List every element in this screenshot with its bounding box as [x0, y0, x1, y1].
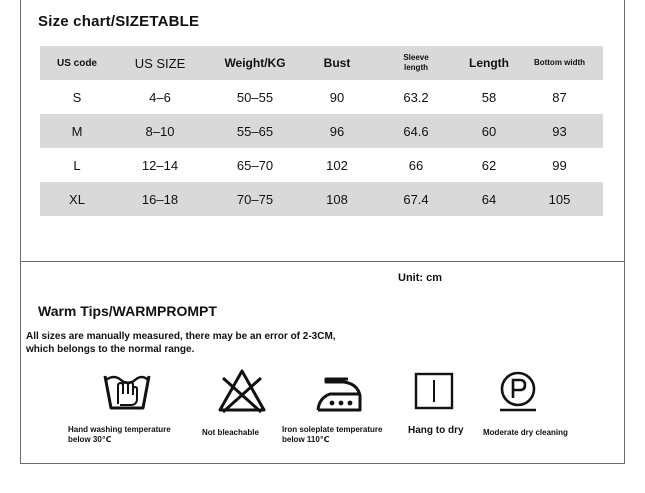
size-chart-title: Size chart/SIZETABLE — [38, 13, 200, 30]
cell-weight: 50–55 — [236, 89, 274, 105]
cell-sleeve: 66 — [408, 157, 424, 173]
header-bust: Bust — [304, 46, 370, 80]
table-row — [40, 182, 603, 216]
header-length: Length — [462, 46, 516, 80]
cell-bust: 96 — [304, 114, 370, 148]
iron-icon — [314, 368, 364, 414]
table-row — [40, 114, 603, 148]
cell-bust: 90 — [329, 89, 345, 105]
dry-clean-label: Moderate dry cleaning — [483, 428, 568, 437]
iron-label-line1: Iron soleplate temperature — [282, 425, 383, 434]
header-us-code: US code — [40, 46, 114, 80]
header-sleeve-line2: length — [404, 63, 428, 72]
cell-sleeve: 67.4 — [370, 182, 462, 216]
hang-dry-icon — [413, 368, 457, 414]
iron-label-line2: below 110℃ — [282, 435, 330, 444]
cell-length: 60 — [462, 114, 516, 148]
header-bottom-width: Bottom width — [516, 46, 603, 80]
cell-code: L — [73, 157, 81, 173]
header-sleeve-line1: Sleeve — [403, 53, 429, 62]
cell-us-size: 12–14 — [141, 157, 179, 173]
cell-us-size: 16–18 — [114, 182, 206, 216]
cell-weight: 55–65 — [206, 114, 304, 148]
cell-weight: 70–75 — [206, 182, 304, 216]
header-us-size: US SIZE — [114, 46, 206, 80]
cell-weight: 65–70 — [236, 157, 274, 173]
hand-wash-label — [68, 425, 171, 445]
hang-dry-label: Hang to dry — [408, 425, 464, 436]
dry-clean-icon — [496, 368, 540, 414]
size-table — [40, 46, 603, 216]
cell-us-size: 8–10 — [114, 114, 206, 148]
cell-bust: 102 — [326, 157, 348, 173]
hand-wash-icon — [102, 368, 152, 414]
cell-length: 62 — [481, 157, 497, 173]
unit-label: Unit: cm — [398, 272, 442, 284]
cell-bust: 108 — [304, 182, 370, 216]
cell-code: XL — [40, 182, 114, 216]
iron-label — [282, 425, 382, 445]
warm-tips-title: Warm Tips/WARMPROMPT — [38, 303, 217, 319]
cell-length: 64 — [462, 182, 516, 216]
cell-bottom: 87 — [552, 89, 567, 105]
cell-bottom: 93 — [516, 114, 603, 148]
cell-bottom: 99 — [552, 157, 567, 173]
hand-wash-label-line1: Hand washing temperature — [68, 425, 171, 434]
note-line-1: All sizes are manually measured, there may be an error of 2-3CM, — [26, 331, 336, 342]
cell-code: M — [40, 114, 114, 148]
cell-bottom: 105 — [516, 182, 603, 216]
table-row — [40, 148, 603, 182]
hand-wash-label-line2: below 30℃ — [68, 435, 112, 444]
note-line-2: which belongs to the normal range. — [26, 344, 195, 355]
cell-us-size: 4–6 — [149, 89, 171, 105]
measurement-note — [26, 330, 386, 356]
table-header-row — [40, 46, 603, 80]
cell-sleeve: 64.6 — [370, 114, 462, 148]
no-bleach-label: Not bleachable — [202, 428, 259, 437]
cell-length: 58 — [481, 89, 497, 105]
cell-code: S — [72, 89, 82, 105]
no-bleach-icon — [217, 368, 267, 414]
header-weight: Weight/KG — [206, 46, 304, 80]
table-row — [40, 80, 603, 114]
header-sleeve-length — [370, 46, 462, 80]
cell-sleeve: 63.2 — [403, 89, 429, 105]
